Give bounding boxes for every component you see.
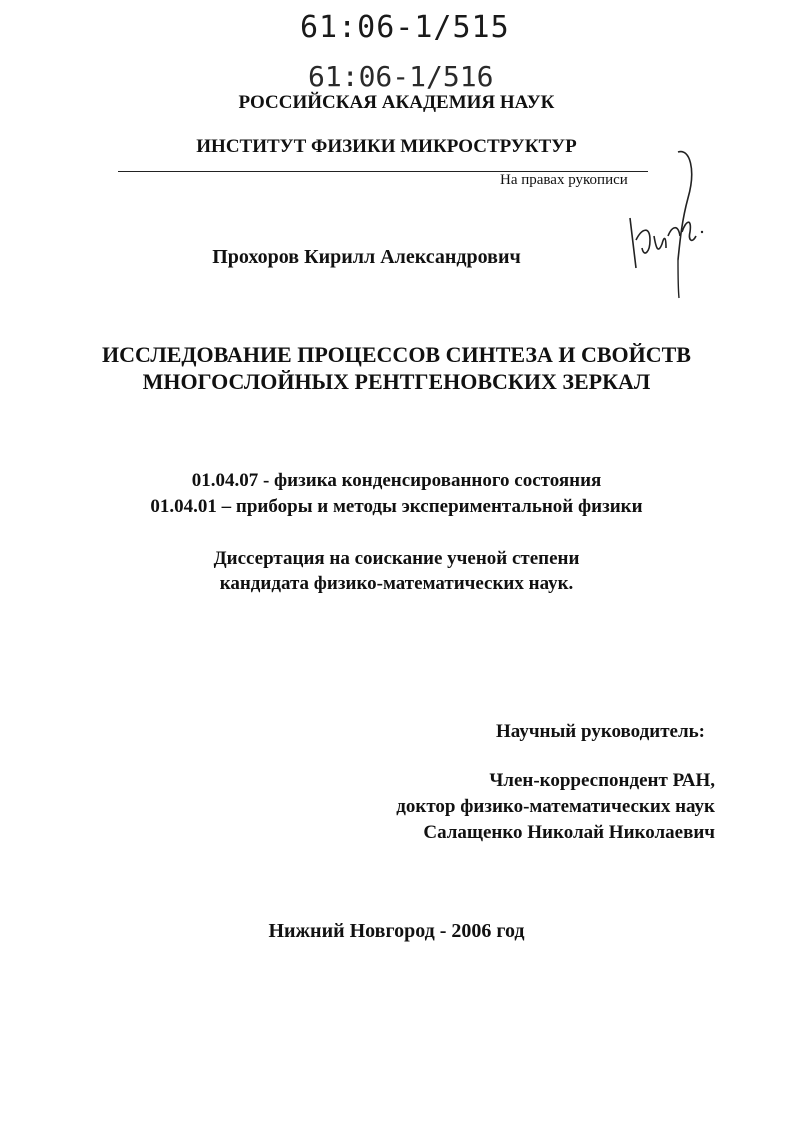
archive-stamp-ghost-text: 61:06-1/516: [308, 60, 494, 93]
specialty-code-2: 01.04.01 – приборы и методы экспериментальной физики: [150, 496, 643, 517]
institute-name: ИНСТИТУТ ФИЗИКИ МИКРОСТРУКТУР: [196, 136, 577, 157]
supervisor-label: Научный руководитель:: [496, 721, 705, 742]
archive-stamp-ghost: [308, 60, 494, 93]
dissertation-degree-line-1: Диссертация на соискание ученой степени: [213, 548, 580, 569]
supervisor-degree: доктор физико-математических наук: [396, 796, 715, 817]
handwritten-signature: [620, 140, 710, 300]
academy-name: РОССИЙСКАЯ АКАДЕМИЯ НАУК: [238, 92, 555, 113]
archive-stamp-code: 61:06-1/515: [300, 10, 510, 45]
dissertation-degree-line-2: кандидата физико-математических наук.: [219, 573, 574, 594]
specialty-code-1: 01.04.07 - физика конденсированного состояния: [191, 470, 602, 491]
supervisor-name: Салащенко Николай Николаевич: [423, 822, 715, 843]
city-year: Нижний Новгород - 2006 год: [268, 920, 525, 942]
thesis-title-line-1: ИССЛЕДОВАНИЕ ПРОЦЕССОВ СИНТЕЗА И СВОЙСТВ: [102, 342, 691, 367]
supervisor-title: Член-корреспондент РАН,: [489, 770, 715, 791]
rights-note: На правах рукописи: [500, 172, 628, 188]
author-name: Прохоров Кирилл Александрович: [212, 246, 521, 268]
thesis-title-line-2: МНОГОСЛОЙНЫХ РЕНТГЕНОВСКИХ ЗЕРКАЛ: [142, 369, 651, 394]
